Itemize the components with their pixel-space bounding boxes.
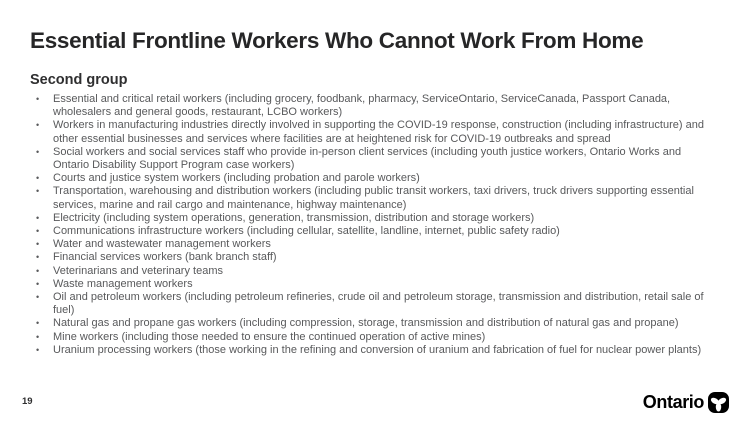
bullet-text: Mine workers (including those needed to ensure the continued operation of active mines) [53,330,486,343]
bullet-text: Courts and justice system workers (including probation and parole workers) [53,172,420,185]
bullet-text: Waste management workers [53,277,193,290]
bullet-text: Veterinarians and veterinary teams [53,264,223,277]
bullet-item [30,146,720,172]
bullet-text: Electricity (including system operations, generation, transmission, distribution and storage workers) [53,211,535,224]
bullet-item [30,317,720,330]
bullet-item [30,278,720,291]
bullet-item [30,185,720,211]
bullet-item [30,225,720,238]
bullet-item [30,93,720,119]
bullet-text: Transportation, warehousing and distribution workers (including public transit workers, taxi drivers, truck drivers supporting essential services, marine and rail cargo and maintenance, highway maintenance) [53,185,694,211]
bullet-item [30,119,720,145]
bullet-item [30,331,720,344]
bullet-text: Essential and critical retail workers (including grocery, foodbank, pharmacy, ServiceOntario, ServiceCanada, Passport Canada, wholesalers and general goods, restaurant, LCBO workers) [53,93,671,119]
bullet-text: Oil and petroleum workers (including petroleum refineries, crude oil and petroleum storage, transmission and distribution, retail sale of fuel) [53,291,704,317]
bullet-text: Uranium processing workers (those working in the refining and conversion of uranium and fabrication of fuel for nuclear power plants) [53,343,702,356]
ontario-logo [643,392,729,413]
bullet-item [30,238,720,251]
bullet-item [30,172,720,185]
bullet-item [30,212,720,225]
bullet-item [30,251,720,264]
bullet-text: Financial services workers (bank branch staff) [53,251,277,264]
bullet-text: Social workers and social services staff who provide in-person client services (including youth justice workers, Ontario Works and Ontario Disability Support Program case workers) [53,145,682,172]
bullet-text: Water and wastewater management workers [53,238,271,251]
bullet-text: Natural gas and propane gas workers (including compression, storage, transmission and distribution of natural gas and propane) [53,317,679,330]
bullet-list [30,93,720,357]
bullet-text: Workers in manufacturing industries directly involved in supporting the COVID-19 response, construction (including infrastructure) and other essential businesses and services where facilities are at heightened risk for COVID-19 outbreaks and spread [53,119,704,145]
page-title: Essential Frontline Workers Who Cannot Work From Home [30,28,644,53]
trillium-icon [708,392,729,413]
bullet-text: Communications infrastructure workers (including cellular, satellite, landline, internet, public safety radio) [53,225,560,238]
page-number: 19 [22,396,33,407]
bullet-item [30,265,720,278]
bullet-item [30,291,720,317]
ontario-wordmark: Ontario [642,392,704,412]
section-heading: Second group [30,72,128,88]
bullet-item [30,344,720,357]
